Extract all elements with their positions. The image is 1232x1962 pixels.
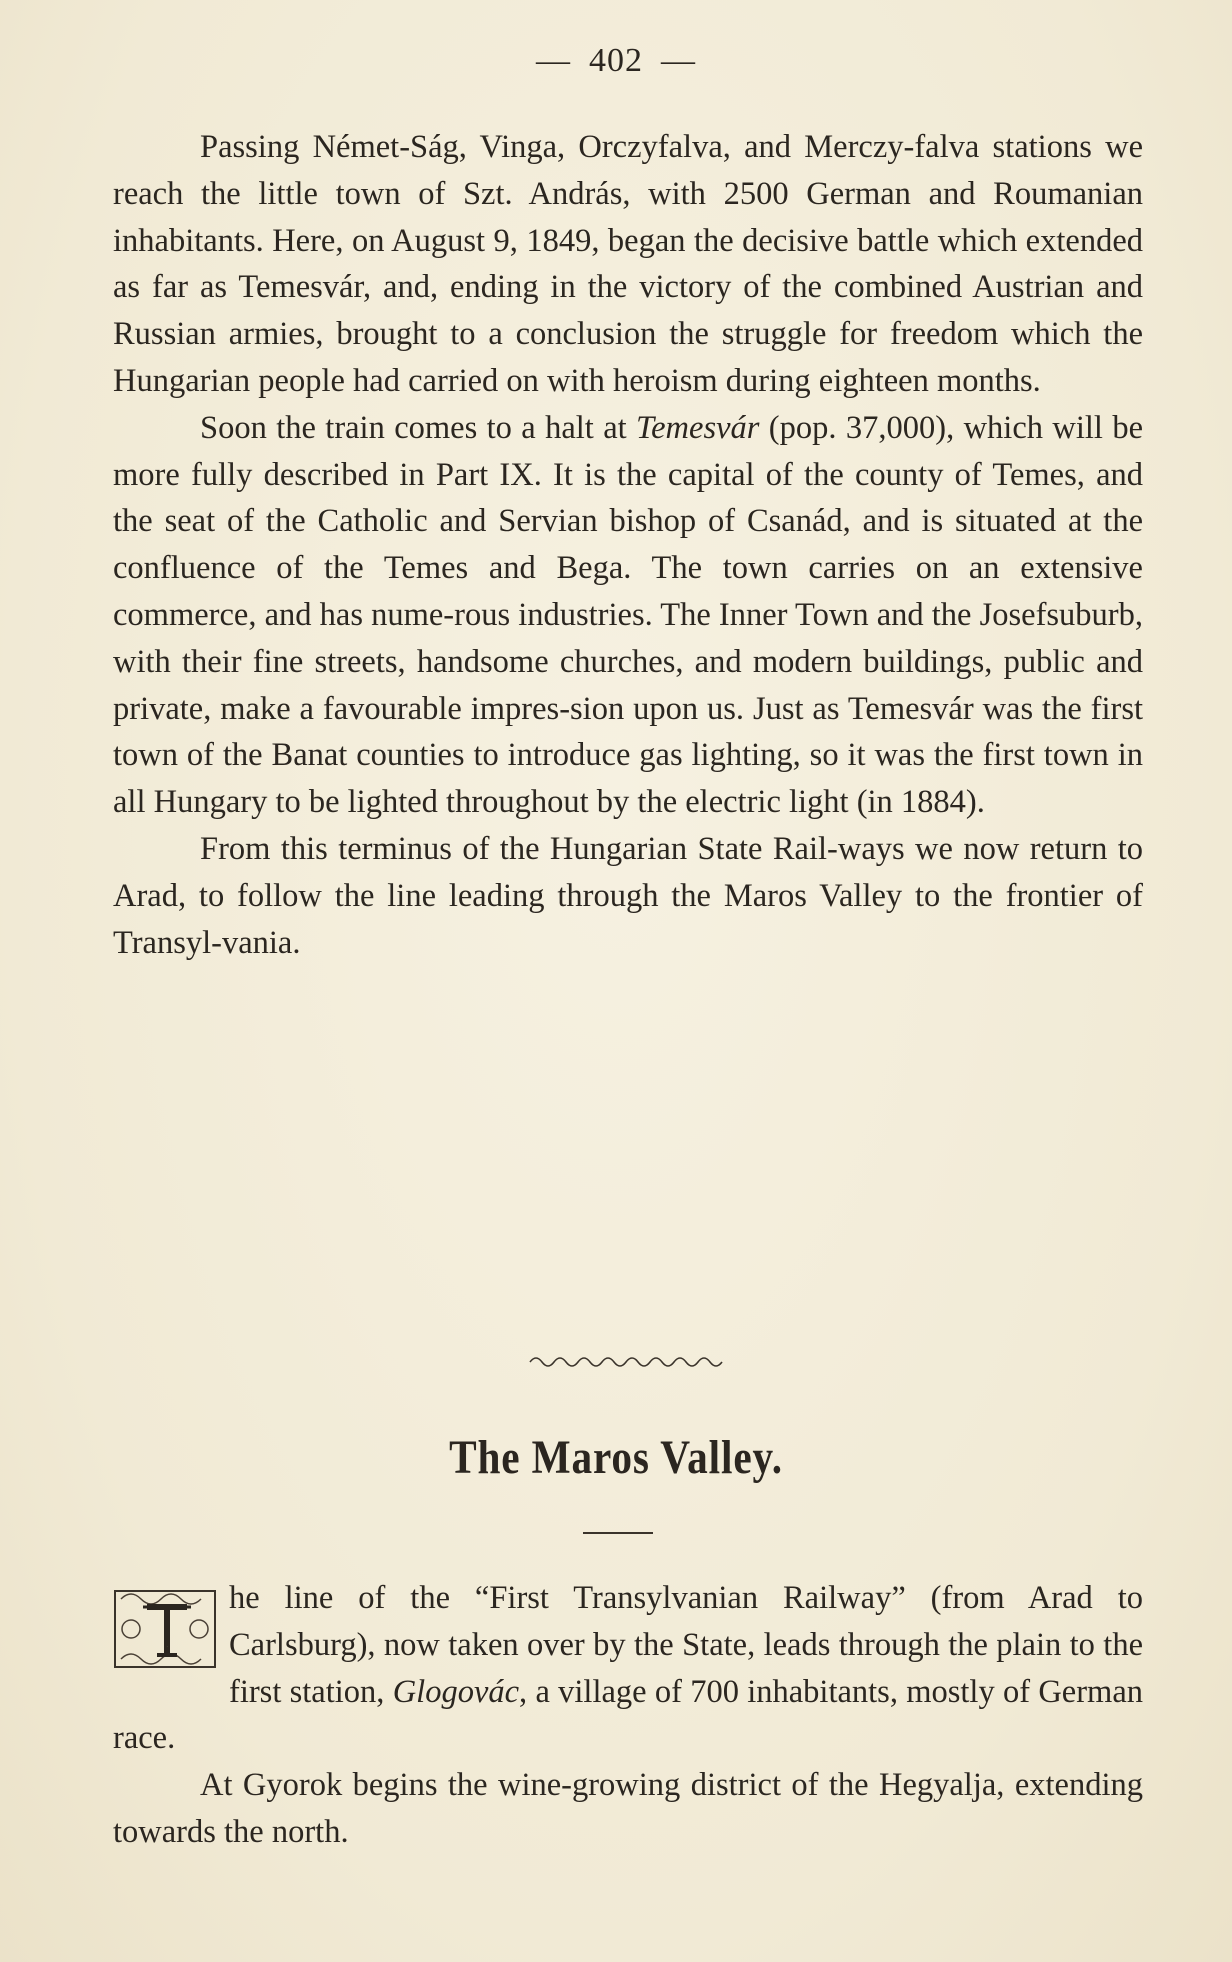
section-title: The Maros Valley. bbox=[449, 1431, 783, 1484]
paragraph-transylvanian-railway-after: , a village of 700 inhabitants, mostly of German race. bbox=[113, 1673, 1143, 1757]
paragraph-temesvar-before: Soon the train comes to a halt at bbox=[200, 409, 637, 446]
page-number-dash-right: — bbox=[661, 42, 696, 79]
title-rule bbox=[583, 1532, 653, 1534]
paragraph-szt-andras: Passing Német-Ság, Vinga, Orczyfalva, and Merczy-falva stations we reach the little town of Szt. András, with 2500 German and Roumanian inhabitants. Here, on August 9, 1849, began the decisive battle which extended as far as Temesvár, and, ending in the victory of the combined Austrian and Russian armies, brought to a conclusion the struggle for freedom which the Hungarian people had carried on with heroism during eighteen months. bbox=[113, 129, 1143, 399]
page-number: 402 bbox=[589, 42, 643, 79]
page-number-dash-left: — bbox=[536, 42, 571, 79]
paragraph-transylvanian-railway bbox=[113, 1575, 1143, 1762]
page-number-line bbox=[0, 42, 1232, 80]
body-text-bottom bbox=[113, 1575, 1143, 1856]
place-name-glogovac: Glogovác bbox=[392, 1673, 520, 1710]
paragraph-temesvar bbox=[113, 405, 1143, 826]
place-name-temesvar: Temesvár bbox=[636, 409, 760, 446]
paragraph-gyorok: At Gyorok begins the wine-growing district of the Hegyalja, extending towards the north. bbox=[113, 1767, 1143, 1850]
decorative-dropcap bbox=[113, 1585, 221, 1669]
dropcap-ornament-icon bbox=[113, 1585, 221, 1669]
paragraph-return-to-arad: From this terminus of the Hungarian State Rail-ways we now return to Arad, to follow the line leading through the Maros Valley to the frontier of Transyl-vania. bbox=[113, 830, 1143, 961]
dropcap-letter: T bbox=[166, 1647, 168, 1648]
paragraph-transylvanian-railway-before: he line of the “First Transylvanian Railway” (from Arad to Carlsburg), now taken over by the State, leads through the plain to the first station, bbox=[229, 1580, 1143, 1710]
paragraph-temesvar-after: (pop. 37,000), which will be more fully described in Part IX. It is the capital of the county of Temes, and the seat of the Catholic and Servian bishop of Csanád, and is situated at the confluence of the Temes and Bega. The town carries on an extensive commerce, and has nume-rous industries. The Inner Town and the Josefsuburb, with their fine streets, handsome churches, and modern buildings, public and private, make a favourable impres-sion upon us. Just as Temesvár was the first town of the Banat counties to introduce gas lighting, so it was the first town in all Hungary to be lighted throughout by the electric light (in 1884). bbox=[113, 409, 1143, 821]
body-text-top bbox=[113, 124, 1143, 966]
wavy-ornament-divider bbox=[528, 1352, 728, 1368]
